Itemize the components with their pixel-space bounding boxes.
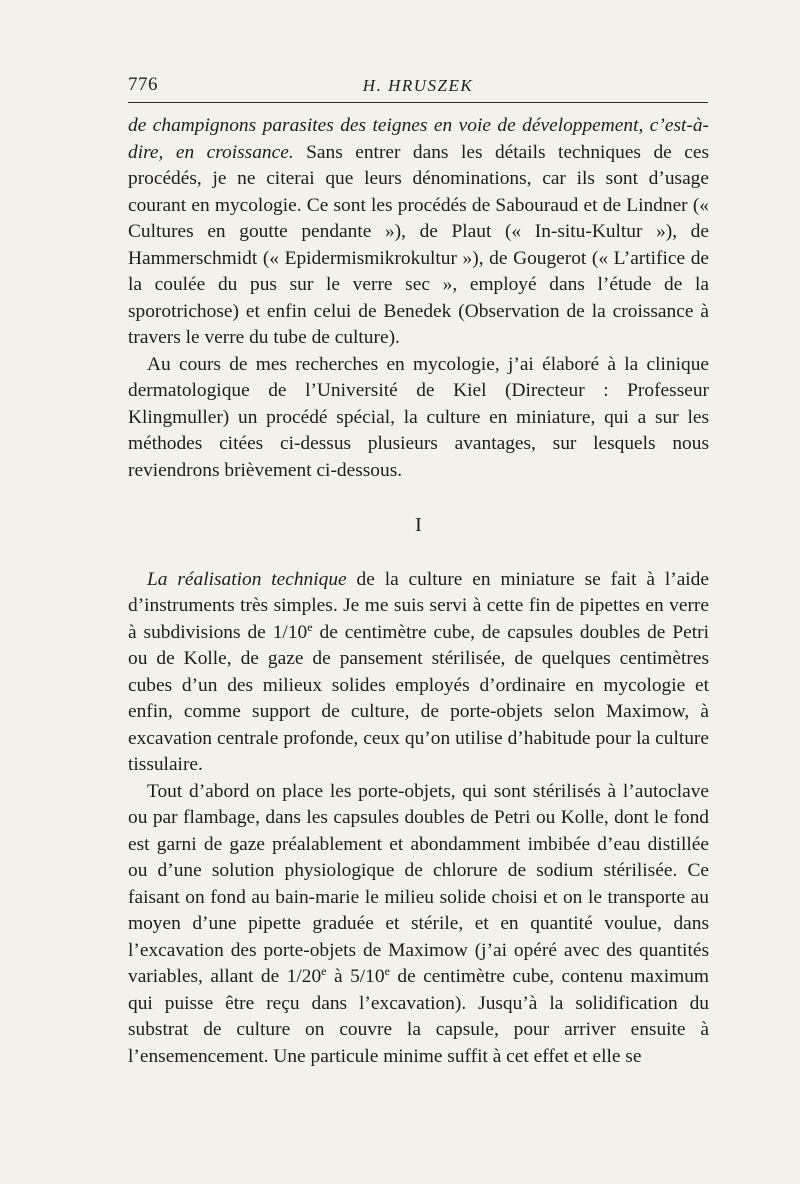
superscript: e [307, 619, 313, 634]
paragraph-1 [128, 113, 709, 352]
paragraph-text: à 5/10 [326, 966, 385, 987]
body-text [128, 113, 709, 1070]
paragraph-3 [128, 567, 709, 779]
superscript: e [384, 964, 390, 978]
paragraph-text: de la culture en miniature se fait à l’aide d’instruments très simples. Je me suis servi à cette fin de pipettes en verre à subdivisions de 1/10 [128, 568, 709, 643]
paragraph-text: de centimètre cube, de capsules doubles de Petri ou de Kolle, de gaze de pansement stérilisée, de quelques centimètres cubes d’un des milieux solides employés d’ordinaire en mycologie et enfin, comme support de culture, de porte-objets selon Maximow, à excavation centrale profonde, ceux qu’on utilise d’habitude pour la culture tissulaire. [128, 621, 709, 775]
header-rule [128, 102, 708, 103]
paragraph-text: de centimètre cube, contenu maximum qui puisse être reçu dans l’excavation). Jusqu’à la solidification du substrat de culture on couvre la capsule, pour arriver ensuite à l’ensemencement. Une particule minime suffit à cet effet et elle se [128, 966, 709, 1067]
running-head: H. HRUSZEK [362, 76, 474, 95]
paragraph-4 [128, 779, 709, 1071]
paragraph-text: Sans entrer dans les détails techniques de ces procédés, je ne citerai que leurs dénominations, car ils sont d’usage courant en mycologie. Ce sont les procédés de Sabouraud et de Lindner (« Cultures en goutte pendante »), de Plaut (« In-situ-Kultur »), de Hammerschmidt (« Epidermismikrokultur »), de Gougerot (« L’artifice de la coulée du pus sur le verre sec », employé dans l’étude de la sporotrichose) et enfin celui de Benedek (Observation de la croissance à travers le verre du tube de culture). [128, 141, 709, 348]
italic-phrase: La réalisation technique [147, 568, 347, 590]
page-number: 776 [128, 74, 158, 95]
section-heading: I [415, 514, 422, 536]
page-header [128, 74, 708, 100]
italic-phrase: de champignons parasites des teignes en voie de développement, c’est-à-dire, en croissance. [128, 115, 709, 163]
paragraph-text: Au cours de mes recherches en mycologie, j’ai élaboré à la clinique dermatologique de l’Université de Kiel (Directeur : Professeur Klingmuller) un procédé spécial, la culture en miniature, qui a sur les méthodes citées ci-dessus plusieurs avantages, sur lesquels nous reviendrons brièvement ci-dessous. [128, 353, 709, 481]
superscript: e [321, 964, 327, 978]
paragraph-2 [128, 352, 709, 485]
paragraph-text: Tout d’abord on place les porte-objets, qui sont stérilisés à l’autoclave ou par flambage, dans les capsules doubles de Petri ou Kolle, dont le fond est garni de gaze préalablement et abondamment imbibée d’eau distillée ou d’une solution physiologique de chlorure de sodium stérilisée. Ce faisant on fond au bain-marie le milieu solide choisi et on le transporte au moyen d’une pipette graduée et stérile, et en quantité voulue, dans l’excavation des porte-objets de Maximow (j’ai opéré avec des quantités variables, allant de 1/20 [128, 780, 709, 987]
